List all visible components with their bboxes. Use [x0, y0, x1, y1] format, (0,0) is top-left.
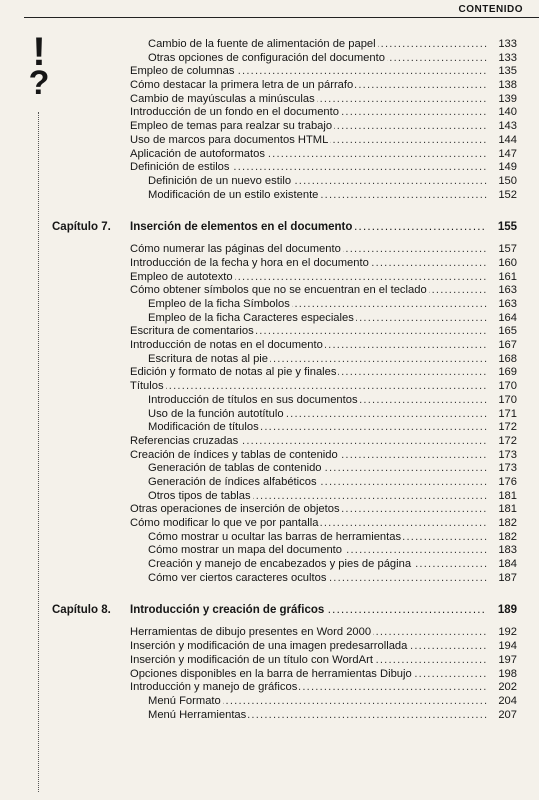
toc-entry — [0, 380, 539, 394]
toc-entry-title: Edición y formato de notas al pie y finales — [130, 366, 337, 379]
toc-entry-page: 172 — [498, 434, 517, 447]
toc-entry-title: Escritura de comentarios — [130, 325, 254, 338]
leader-dots — [130, 380, 487, 394]
toc-entry-page: 144 — [498, 133, 517, 146]
toc-entry — [0, 243, 539, 257]
toc-entry-title: Otros tipos de tablas — [148, 489, 251, 502]
toc-entry — [0, 271, 539, 285]
toc-entry-page: 160 — [498, 256, 517, 269]
toc-entry-title: Introducción de la fecha y hora en el documento — [130, 256, 369, 269]
toc-entry-page: 150 — [498, 174, 517, 187]
chapter-page: 189 — [497, 604, 517, 617]
toc-entry-title: Escritura de notas al pie — [148, 352, 269, 365]
toc-entry — [0, 257, 539, 271]
toc-entry-title: Cómo mostrar u ocultar las barras de herramientas — [148, 530, 402, 543]
toc-entry-page: 140 — [498, 106, 517, 119]
toc-entry-title: Empleo de la ficha Símbolos — [148, 298, 290, 310]
toc-entry-title: Inserción y modificación de un título con WordArt — [130, 653, 373, 666]
toc-entry-page: 207 — [498, 708, 517, 721]
toc-entry — [0, 52, 539, 66]
toc-entry-page: 187 — [498, 571, 517, 584]
toc-entry — [0, 435, 539, 449]
toc-entry-page: 182 — [498, 530, 517, 543]
toc-entry-title: Aplicación de autoformatos — [130, 147, 265, 160]
toc-entry-page: 197 — [498, 653, 517, 666]
toc-entry-page: 202 — [498, 681, 517, 694]
toc-entry-page: 184 — [498, 558, 517, 571]
toc-entry — [0, 79, 539, 93]
toc-entry — [0, 640, 539, 654]
toc-entry — [0, 558, 539, 572]
toc-entry — [0, 93, 539, 107]
toc-entry-title: Generación de tablas de contenido — [148, 462, 322, 475]
toc-section-chapter-8 — [0, 626, 539, 722]
toc-entry-page: 133 — [498, 51, 517, 64]
toc-entry — [0, 709, 539, 723]
toc-entry — [0, 408, 539, 422]
toc-entry-page: 147 — [498, 147, 517, 160]
toc-entry-title: Menú Herramientas — [148, 708, 247, 721]
toc-entry — [0, 148, 539, 162]
toc-entry — [0, 572, 539, 586]
toc-entry — [0, 325, 539, 339]
table-of-contents — [0, 38, 539, 722]
toc-entry-title: Inserción y modificación de una imagen predesarrollada — [130, 640, 408, 653]
toc-entry-title: Cambio de la fuente de alimentación de papel — [148, 38, 376, 50]
toc-entry-page: 157 — [498, 243, 517, 256]
toc-entry-title: Menú Formato — [148, 694, 221, 707]
toc-entry-page: 204 — [498, 694, 517, 707]
toc-entry-title: Cómo numerar las páginas del documento — [130, 243, 341, 256]
toc-entry — [0, 353, 539, 367]
toc-entry-page: 163 — [498, 284, 517, 297]
toc-entry-title: Introducción de títulos en sus documentos — [148, 393, 358, 406]
toc-entry-page: 138 — [498, 79, 517, 92]
toc-entry — [0, 544, 539, 558]
toc-entry-page: 152 — [498, 188, 517, 201]
toc-entry-page: 163 — [498, 298, 517, 310]
toc-entry — [0, 38, 539, 52]
chapter-page: 155 — [497, 221, 517, 234]
toc-entry-title: Uso de la función autotítulo — [148, 407, 284, 420]
toc-entry-page: 161 — [498, 270, 517, 283]
toc-entry-page: 173 — [498, 462, 517, 475]
toc-entry — [0, 134, 539, 148]
toc-entry-title: Empleo de la ficha Caracteres especiales — [148, 311, 354, 324]
toc-entry-title: Empleo de autotexto — [130, 270, 233, 283]
toc-entry — [0, 681, 539, 695]
toc-section-pre — [0, 38, 539, 202]
toc-entry-page: 170 — [498, 380, 517, 393]
chapter-number: Capítulo 7. — [52, 221, 111, 234]
toc-entry — [0, 394, 539, 408]
toc-entry-page: 170 — [498, 393, 517, 406]
toc-entry-title: Títulos — [130, 380, 164, 393]
chapter-title: Inserción de elementos en el documento — [130, 221, 353, 234]
toc-entry — [0, 339, 539, 353]
toc-entry-page: 181 — [498, 503, 517, 516]
toc-entry-title: Empleo de temas para realzar su trabajo — [130, 120, 333, 133]
toc-entry-page: 149 — [498, 161, 517, 174]
toc-entry-title: Modificación de un estilo existente — [148, 188, 319, 201]
toc-entry-title: Cómo mostrar un mapa del documento — [148, 544, 343, 557]
toc-entry-title: Definición de un nuevo estilo — [148, 174, 292, 187]
toc-entry — [0, 120, 539, 134]
toc-entry-title: Introducción y manejo de gráficos — [130, 681, 298, 694]
toc-entry — [0, 189, 539, 203]
toc-entry-page: 143 — [498, 120, 517, 133]
toc-entry — [0, 654, 539, 668]
toc-entry — [0, 626, 539, 640]
toc-entry — [0, 65, 539, 79]
toc-entry — [0, 106, 539, 120]
exclamation-icon: ! — [32, 30, 46, 74]
toc-entry-title: Cómo obtener símbolos que no se encuentran en el teclado — [130, 284, 427, 297]
toc-entry-title: Creación y manejo de encabezados y pies de página — [148, 558, 412, 571]
toc-entry-title: Otras opciones de configuración del documento — [148, 51, 385, 64]
toc-entry — [0, 312, 539, 326]
toc-entry-page: 198 — [498, 667, 517, 680]
chapter-heading-8 — [0, 602, 539, 618]
toc-entry-title: Cómo ver ciertos caracteres ocultos — [148, 571, 327, 584]
toc-entry-title: Introducción de un fondo en el documento — [130, 106, 339, 119]
toc-entry — [0, 531, 539, 545]
toc-entry — [0, 490, 539, 504]
toc-entry — [0, 695, 539, 709]
toc-entry-page: 181 — [498, 489, 517, 502]
toc-entry — [0, 462, 539, 476]
toc-entry-title: Generación de índices alfabéticos — [148, 475, 317, 488]
toc-section-chapter-7 — [0, 243, 539, 585]
toc-entry — [0, 284, 539, 298]
toc-entry-title: Empleo de columnas — [130, 65, 235, 78]
toc-entry-page: 168 — [498, 352, 517, 365]
toc-entry — [0, 161, 539, 175]
toc-entry-page: 182 — [498, 517, 517, 529]
toc-entry-page: 167 — [498, 339, 517, 352]
toc-entry-title: Uso de marcos para documentos HTML — [130, 133, 329, 146]
toc-entry — [0, 517, 539, 531]
toc-entry-page: 139 — [498, 92, 517, 105]
toc-entry-title: Cómo destacar la primera letra de un párrafo — [130, 79, 354, 92]
question-icon: ? — [28, 64, 50, 102]
toc-entry — [0, 421, 539, 435]
toc-entry-page: 133 — [498, 38, 517, 50]
toc-entry-page: 171 — [498, 407, 517, 420]
toc-entry — [0, 449, 539, 463]
toc-entry-title: Creación de índices y tablas de contenido — [130, 448, 338, 461]
toc-entry-page: 164 — [498, 311, 517, 324]
toc-entry-title: Cambio de mayúsculas a minúsculas — [130, 92, 315, 105]
toc-entry — [0, 668, 539, 682]
toc-entry — [0, 503, 539, 517]
toc-entry-title: Modificación de títulos — [148, 421, 259, 434]
toc-entry — [0, 366, 539, 380]
toc-entry-page: 173 — [498, 448, 517, 461]
chapter-number: Capítulo 8. — [52, 604, 111, 617]
toc-entry — [0, 298, 539, 312]
toc-entry — [0, 175, 539, 189]
toc-entry-page: 165 — [498, 325, 517, 338]
page-header: CONTENIDO — [458, 4, 523, 15]
toc-entry-page: 169 — [498, 366, 517, 379]
toc-entry-title: Definición de estilos — [130, 161, 230, 174]
toc-entry-title: Introducción de notas en el documento — [130, 339, 323, 352]
toc-entry-page: 183 — [498, 544, 517, 557]
toc-entry-title: Otras operaciones de inserción de objetos — [130, 503, 340, 516]
toc-entry-page: 192 — [498, 626, 517, 639]
toc-entry-title: Cómo modificar lo que ve por pantalla — [130, 517, 319, 529]
toc-entry-page: 172 — [498, 421, 517, 434]
toc-entry-title: Herramientas de dibujo presentes en Word 2000 — [130, 626, 372, 639]
header-rule — [24, 17, 539, 18]
chapter-title: Introducción y creación de gráficos — [130, 604, 325, 617]
toc-entry-page: 194 — [498, 640, 517, 653]
toc-entry-title: Referencias cruzadas — [130, 434, 239, 447]
toc-entry-title: Opciones disponibles en la barra de herramientas Dibujo — [130, 667, 412, 680]
toc-entry — [0, 476, 539, 490]
toc-entry-page: 176 — [498, 475, 517, 488]
toc-entry-page: 135 — [498, 65, 517, 78]
chapter-heading-7 — [0, 219, 539, 235]
